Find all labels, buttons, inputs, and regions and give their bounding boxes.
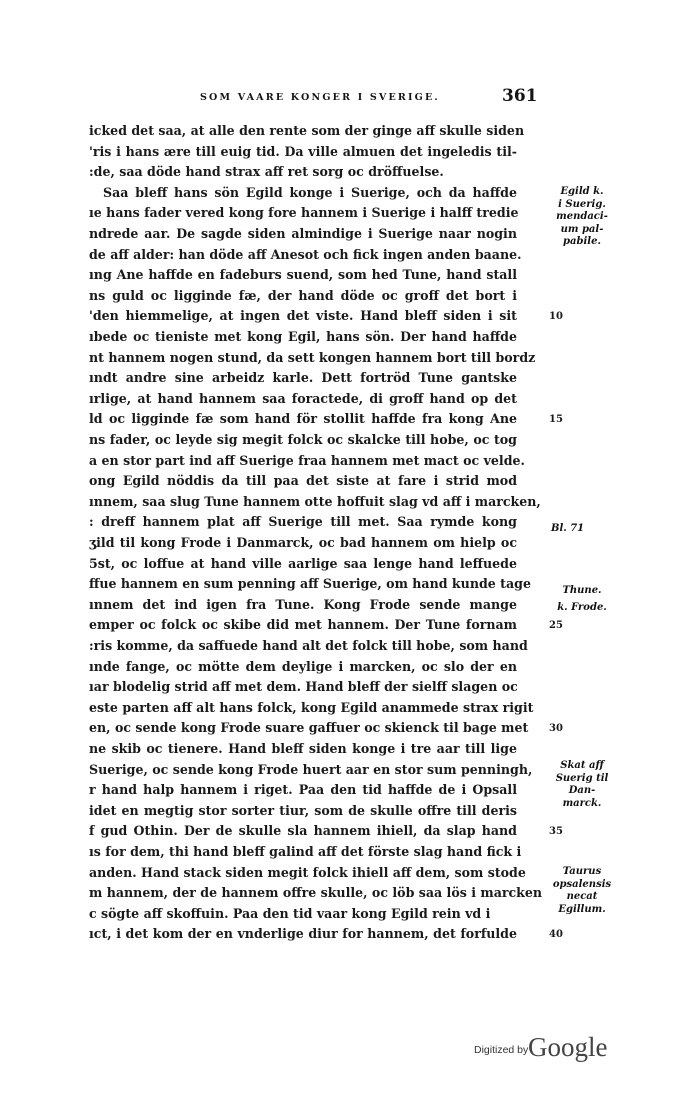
text-line: idet en megtig stor sorter tiur, som de skulle offre till deris (89, 802, 517, 818)
text-line: ne skib oc tienere. Hand bleff siden konge i tre aar till lige (89, 741, 517, 756)
text-line: ıe hans fader vered kong fore hannem i Suerige i halff tredie (89, 205, 519, 221)
margin-note-line: mendaci- (556, 211, 608, 222)
text-line: ınde fange, oc mötte dem deylige i marcken, oc slo der en (89, 658, 517, 674)
line-number: 15 (549, 414, 563, 425)
text-line: en, oc sende kong Frode suare gaffuer oc skienck til bage met (89, 720, 529, 736)
text-line: ndrede aar. De sagde siden almindige i Suerige naar nogin (89, 226, 517, 241)
margin-note-folio (551, 523, 617, 536)
text-line: :de, saa döde hand strax aff ret sorg oc dröffuelse. (89, 164, 444, 180)
line-number: 25 (549, 620, 563, 631)
margin-note-line: i Suerig. (558, 198, 606, 210)
text-line: ınnem det ind igen fra Tune. Kong Frode sende mange (89, 596, 517, 612)
text-line: icked det saa, at alle den rente som der ginge aff skulle siden (89, 123, 525, 138)
line-number: 40 (549, 929, 563, 940)
running-title: SOM VAARE KONGER I SVERIGE. (200, 92, 440, 103)
text-line: 'ris i hans ære till euig tid. Da ville almuen det ingeledis til- (89, 143, 517, 159)
page-number: 361 (502, 86, 538, 106)
text-line: emper oc folck oc skibe did met hannem. Der Tune fornam (89, 617, 517, 633)
margin-note-line: Dan- (568, 785, 596, 796)
margin-note-line: um pal- (560, 223, 604, 235)
text-line: de aff alder: han döde aff Anesot och fick ingen anden baane. (89, 246, 522, 262)
text-line: f gud Othin. Der de skulle sla hannem ihiell, da slap hand (89, 823, 517, 839)
text-line: ʒild til kong Frode i Danmarck, oc bad hannem om hielp oc (89, 535, 517, 550)
digitized-by-label: Digitized by (474, 1044, 529, 1056)
text-line: ns guld oc ligginde fæ, der hand döde oc groff det bort i (89, 287, 517, 303)
margin-note-line: necat (566, 891, 598, 902)
text-line: ıbede oc tieniste met kong Egil, hans sön. Der hand haffde (89, 329, 517, 344)
text-line: c sögte aff skoffuin. Paa den tid vaar kong Egild rein vd i (89, 905, 491, 921)
margin-note-line: Suerig til (555, 772, 609, 784)
line-number: 10 (549, 311, 563, 322)
text-line: 5st, oc loffue at hand ville aarlige saa lenge hand leffuede (89, 555, 517, 571)
margin-note-thune (549, 585, 615, 614)
text-line: : dreff hannem plat aff Suerige till met. Saa rymde kong (89, 514, 517, 530)
text-line: a en stor part ind aff Suerige fraa hannem met mact oc velde. (89, 452, 525, 468)
text-line: este parten aff alt hans folck, kong Egild anammede strax rigit (89, 699, 534, 715)
margin-note-taurus (549, 866, 615, 916)
line-number: 35 (549, 826, 563, 837)
margin-note-line: opsalensis (552, 878, 612, 890)
page-header (200, 88, 540, 108)
text-line: anden. Hand stack siden megit folck ihiell aff dem, som stode (89, 864, 526, 880)
margin-note-line: Egillum. (558, 903, 606, 915)
line-number: 30 (549, 723, 563, 734)
text-line: ong Egild nöddis da till paa det siste at fare i strid mod (89, 473, 517, 489)
text-line: ınnem, saa slug Tune hannem otte hoffuit slag vd aff i marcken, (89, 493, 541, 509)
text-line: ırlige, at hand hannem saa foractede, di groff hand op det (89, 390, 517, 406)
margin-note-skat (549, 760, 615, 810)
text-line: ffue hannem en sum penning aff Suerige, om hand kunde tage (89, 576, 531, 592)
margin-note-line: Skat aff (560, 760, 604, 771)
text-line: ns fader, oc leyde sig megit folck oc skalcke till hobe, oc tog (89, 432, 517, 447)
text-line: nt hannem nogen stund, da sett kongen hannem bort till bordz (89, 349, 536, 365)
text-line: 'den hiemmelige, at ingen det viste. Hand bleff siden i sit (89, 308, 517, 324)
text-line: ıs for dem, thi hand bleff galind aff det förste slag hand fick i (89, 844, 522, 859)
margin-note-line: Taurus (562, 866, 602, 877)
margin-note-line: Egild k. (560, 186, 604, 197)
text-line: :ris komme, da saffuede hand alt det folck till hobe, som hand (89, 638, 528, 653)
text-line: Saa bleff hans sön Egild konge i Suerige, och da haffde (103, 184, 517, 200)
margin-note-line: k. Frode. (557, 601, 607, 613)
google-logo: Google (528, 1032, 608, 1062)
text-line: ıar blodelig strid aff met dem. Hand bleff der sielff slagen oc (89, 679, 518, 695)
text-line: ıct, i det kom der en vnderlige diur for hannem, det forfulde (89, 926, 517, 942)
margin-note-line: pabile. (563, 236, 601, 247)
text-line: ıng Ane haffde en fadeburs suend, som hed Tune, hand stall (89, 267, 517, 283)
text-line: r hand halp hannem i riget. Paa den tid haffde de i Opsall (89, 782, 517, 798)
margin-note-egild (549, 186, 615, 249)
margin-note-line: Thune. (562, 585, 602, 596)
text-line: ld oc ligginde fæ som hand för stollit haffde fra kong Ane (89, 411, 517, 427)
text-line: m hannem, der de hannem offre skulle, oc löb saa lös i marcken (89, 885, 543, 901)
margin-note-line: marck. (562, 797, 602, 809)
text-line: Suerige, oc sende kong Frode huert aar en stor sum penningh, (89, 761, 533, 777)
text-line: ındt andre sine arbeidz karle. Dett fortröd Tune gantske (89, 370, 517, 386)
margin-note-line: Bl. 71 (551, 523, 585, 534)
